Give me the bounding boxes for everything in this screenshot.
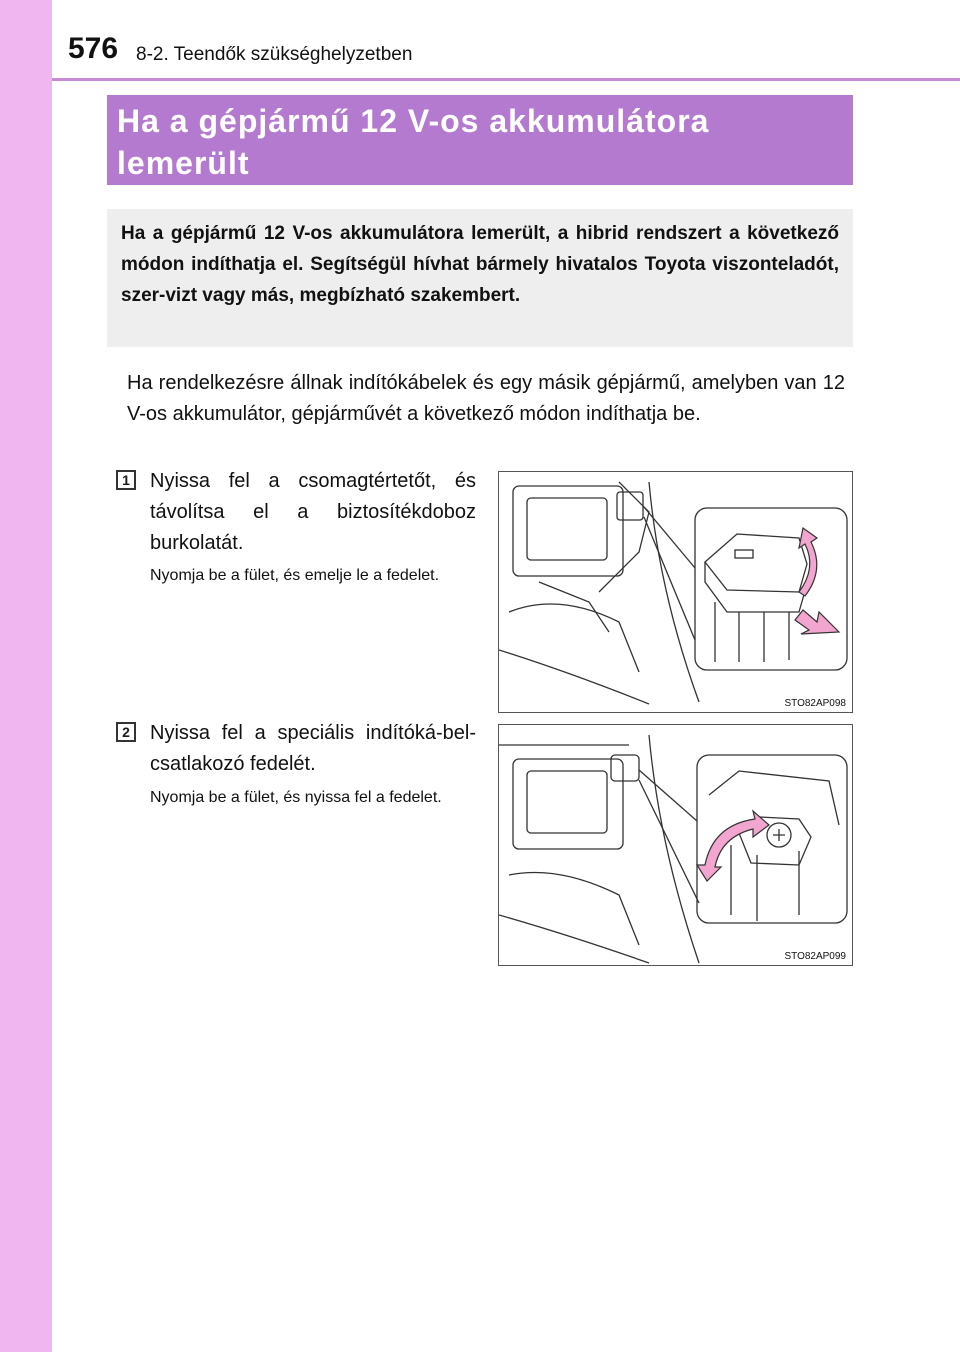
side-band <box>0 0 52 1352</box>
step-number-badge: 2 <box>116 722 136 742</box>
header-divider <box>52 78 960 81</box>
engine-bay-drawing <box>499 472 853 713</box>
figure-code: STO82AP098 <box>784 698 846 709</box>
fuse-box-cover-illustration <box>498 471 853 713</box>
engine-bay-drawing <box>499 725 853 966</box>
step-number-badge: 1 <box>116 470 136 490</box>
section-title: Ha a gépjármű 12 V-os akkumulátora lemerült <box>117 103 710 181</box>
step-instruction: Nyissa fel a speciális indítóká-bel-csatlakozó fedelét. <box>150 722 476 775</box>
intro-box <box>107 209 853 347</box>
intro-text: Ha a gépjármű 12 V-os akkumulátora lemerült, a hibrid rendszert a következő módon indíthatja el. Segítségül hívhat bármely hivatalos Toyota viszonteladót, szer-vizt vagy más, megbízható szakembert. <box>121 223 839 306</box>
page-number: 576 <box>68 32 119 65</box>
section-reference: 8-2. Teendők szükséghelyzetben <box>136 44 413 65</box>
body-paragraph: Ha rendelkezésre állnak indítókábelek és egy másik gépjármű, amelyben van 12 V-os akkumulátor, gépjárművét a következő módon indíthatja be. <box>127 372 845 425</box>
step-note: Nyomja be a fület, és emelje le a fedelet. <box>150 567 440 584</box>
jump-start-terminal-illustration <box>498 724 853 966</box>
step-note: Nyomja be a fület, és nyissa fel a fedelet. <box>150 789 442 806</box>
figure-code: STO82AP099 <box>784 951 846 962</box>
section-title-box <box>107 95 853 185</box>
step-instruction: Nyissa fel a csomagtértetőt, és távolítsa el a biztosítékdoboz burkolatát. <box>150 470 476 554</box>
